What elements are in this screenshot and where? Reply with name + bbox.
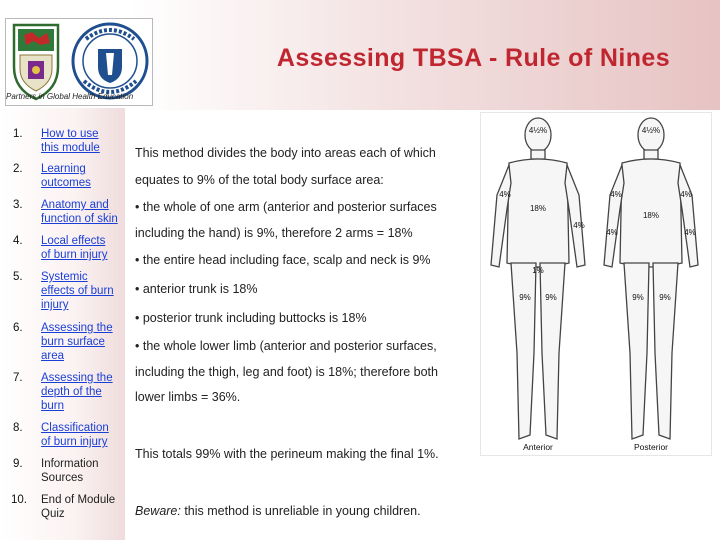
front-leg-left-label: 9% [519, 293, 531, 302]
body-line: lower limbs = 36%. [135, 390, 241, 404]
nav-number: 8. [13, 422, 23, 434]
nav-link-line: effects of burn [41, 285, 114, 297]
nav-link-line: of burn injury [41, 436, 108, 448]
bullet-posterior-trunk: • posterior trunk including buttocks is 18% [135, 311, 367, 325]
bullet-lower-limb: • the whole lower limb (anterior and posterior surfaces, [135, 339, 437, 353]
nav-link-line: Assessing the [41, 322, 113, 334]
nav-link-line: outcomes [41, 177, 91, 189]
nav-link[interactable] [41, 162, 125, 190]
nav-link-line: of burn injury [41, 249, 108, 261]
anterior-figure [491, 118, 585, 439]
nav-link[interactable] [41, 371, 125, 413]
back-head-label: 4½% [641, 126, 661, 135]
nav-number: 10. [11, 494, 27, 506]
tagline: Partners in Global Health Education [6, 92, 134, 101]
nav-label-line: End of Module [41, 494, 116, 506]
back-trunk-label: 18% [642, 211, 660, 220]
body-line: including the hand) is 9%, therefore 2 arms = 18% [135, 226, 413, 240]
nav-link[interactable] [41, 421, 125, 449]
nav-link[interactable] [41, 321, 125, 363]
nav-number: 4. [13, 235, 23, 247]
front-arm-upper-label: 4% [499, 190, 511, 199]
nav-link[interactable] [41, 270, 125, 312]
nav-number: 2. [13, 163, 23, 175]
nav-link-line: function of skin [41, 213, 118, 225]
nav-link[interactable] [41, 198, 125, 226]
nav-label-line: Sources [41, 472, 84, 484]
nav-link-line: Anatomy and [41, 199, 109, 211]
back-arm-right-label: 4% [680, 190, 692, 199]
nav-link-line: Learning [41, 163, 86, 175]
body-line: including the thigh, leg and foot) is 18%; therefore both [135, 365, 438, 379]
nav-label-line: Information [41, 458, 99, 470]
beware-text: this method is unreliable in young children. [180, 504, 421, 518]
beware-label: Beware: [135, 504, 181, 518]
bullet-head: • the entire head including face, scalp and neck is 9% [135, 253, 431, 267]
nav-link-line: How to use [41, 128, 99, 140]
back-arm-low-right-label: 4% [684, 228, 696, 237]
nav-link-line: Systemic [41, 271, 88, 283]
posterior-caption: Posterior [633, 442, 669, 452]
nav-number: 1. [13, 128, 23, 140]
posterior-figure [604, 118, 698, 439]
nav-link-line: area [41, 350, 65, 362]
nav-link-line: burn surface [41, 336, 105, 348]
anterior-caption: Anterior [523, 442, 553, 452]
nav-link-line: Classification [41, 422, 109, 434]
body-line: equates to 9% of the total body surface area: [135, 173, 384, 187]
module-sidebar [0, 108, 125, 540]
front-head-label: 4½% [528, 126, 548, 135]
nav-number: 7. [13, 372, 23, 384]
page-title: Assessing TBSA - Rule of Nines [276, 44, 670, 72]
back-leg-right-label: 9% [659, 293, 671, 302]
front-trunk-label: 18% [529, 204, 547, 213]
nav-number: 5. [13, 271, 23, 283]
back-arm-low-left-label: 4% [606, 228, 618, 237]
nav-link[interactable] [41, 127, 125, 155]
bullet-anterior-trunk: • anterior trunk is 18% [135, 282, 258, 296]
nav-number: 6. [13, 322, 23, 334]
nav-link-line: burn [41, 400, 65, 412]
body-outline-diagram [481, 113, 711, 455]
back-leg-left-label: 9% [632, 293, 644, 302]
beware-note [135, 504, 421, 518]
total-note: This totals 99% with the perineum making the final 1%. [135, 447, 439, 461]
nav-label-line: Quiz [41, 508, 65, 520]
body-line: This method divides the body into areas each of which [135, 146, 436, 160]
nav-label[interactable] [41, 457, 125, 485]
back-arm-left-label: 4% [610, 190, 622, 199]
front-arm-lower-label: 4% [573, 221, 585, 230]
rule-of-nines-diagram [480, 112, 712, 456]
front-leg-right-label: 9% [545, 293, 557, 302]
nav-link[interactable] [41, 234, 125, 262]
nav-number: 9. [13, 458, 23, 470]
nav-link-line: this module [41, 142, 100, 154]
nav-number: 3. [13, 199, 23, 211]
nav-link-line: depth of the [41, 386, 102, 398]
nav-label[interactable] [41, 493, 125, 521]
nav-link-line: Assessing the [41, 372, 113, 384]
bullet-arms: • the whole of one arm (anterior and posterior surfaces [135, 200, 437, 214]
front-perineum-label: 1% [532, 266, 544, 275]
nav-link-line: injury [41, 299, 69, 311]
nav-link-line: Local effects [41, 235, 106, 247]
